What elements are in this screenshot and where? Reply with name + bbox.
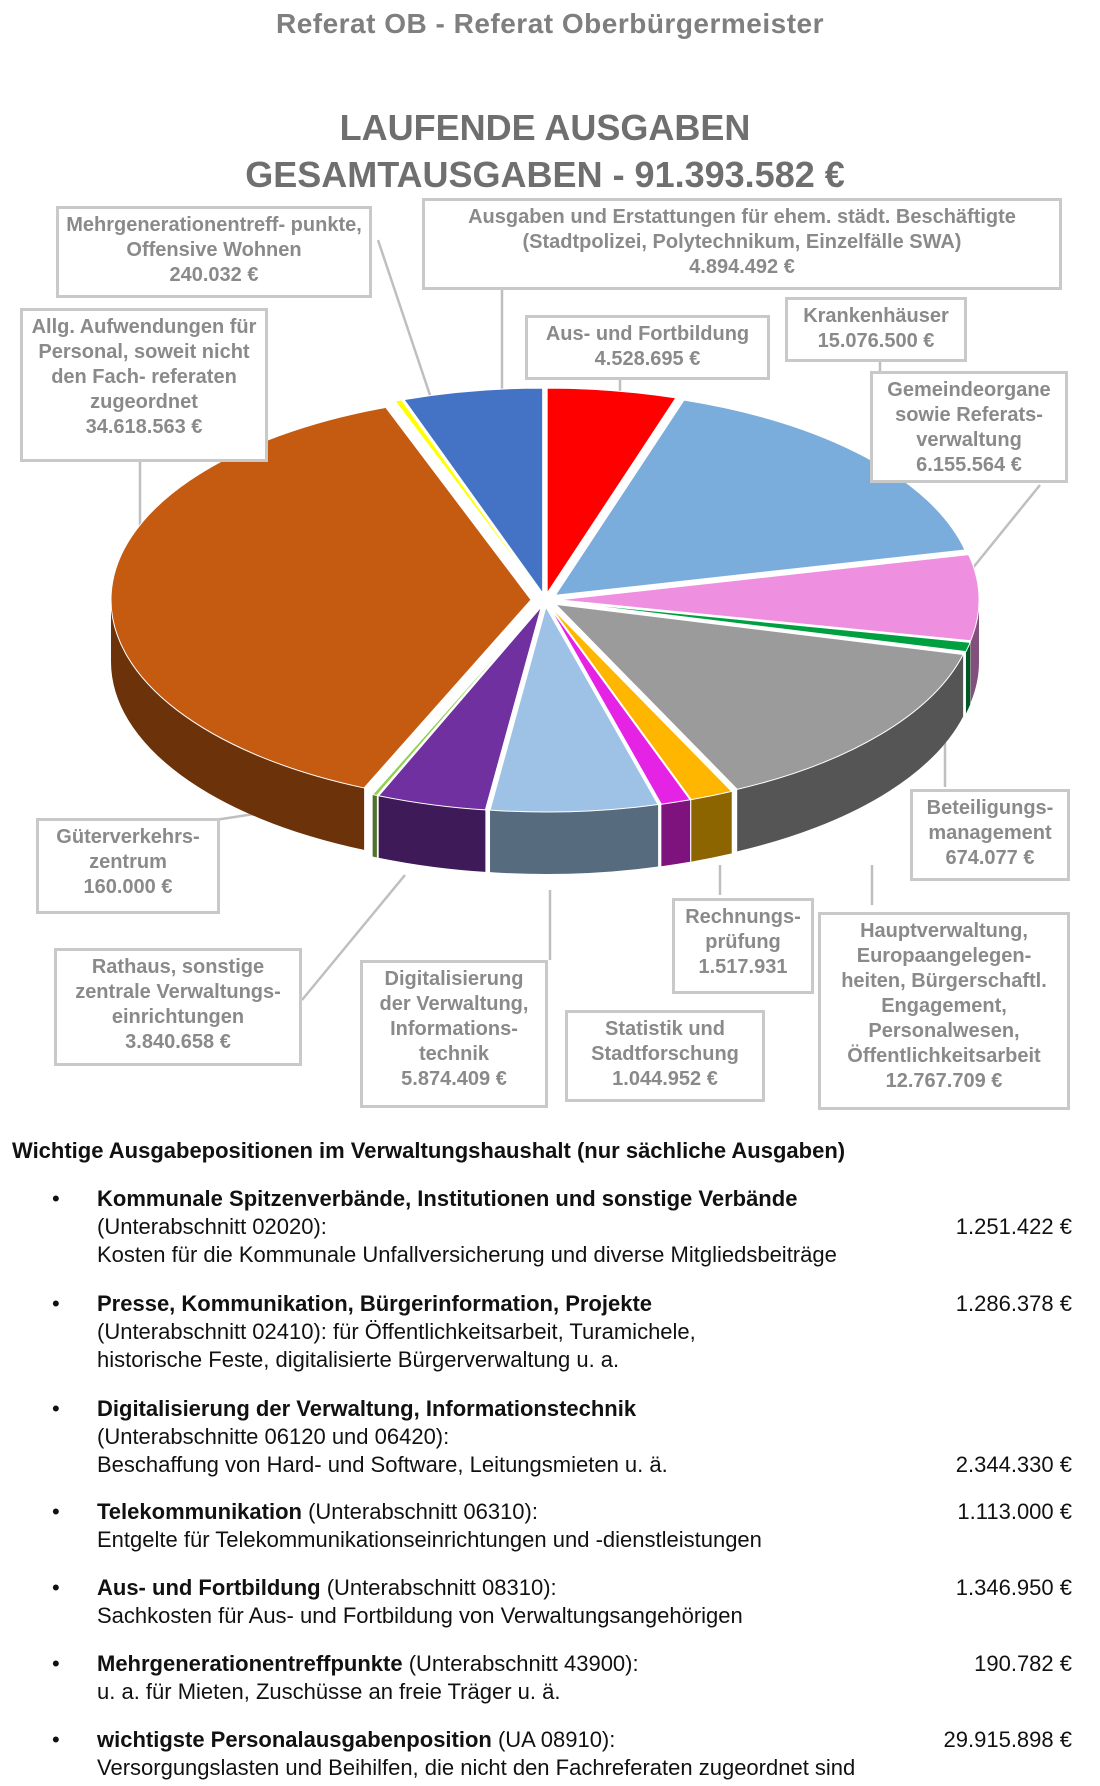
bullet: •: [52, 1396, 60, 1421]
pie-slice-side: [373, 795, 377, 858]
label-beteiligungsmanagement: Beteiligungs- management 674.077 €: [910, 789, 1070, 881]
item-title: Aus- und Fortbildung: [97, 1575, 321, 1600]
pie-slice-side: [490, 805, 658, 874]
label-ehem-beschaeftigte: Ausgaben und Erstattungen für ehem. städt. Beschäftigte (Stadtpolizei, Polytechnikum, Einzelfälle SWA) 4.894.492 €: [422, 198, 1062, 290]
item-amount: 1.286.378 €: [955, 1291, 1072, 1316]
item-subtitle: (UA 08910):: [491, 1727, 616, 1752]
label-rathaus: Rathaus, sonstige zentrale Verwaltungs- einrichtungen 3.840.658 €: [54, 948, 302, 1066]
pie-slice-side: [661, 800, 690, 866]
label-hauptverwaltung: Hauptverwaltung, Europaangelegen- heiten, Bürgerschaftl. Engagement, Personalwesen, Öffentlichkeitsarbeit 12.767.709 €: [818, 912, 1070, 1110]
item-amount: 29.915.898 €: [943, 1727, 1072, 1752]
item-line2: u. a. für Mieten, Zuschüsse an freie Träger u. ä.: [97, 1679, 561, 1704]
bullet: •: [52, 1575, 60, 1600]
label-aus-und-fortbildung: Aus- und Fortbildung 4.528.695 €: [525, 315, 770, 380]
chart-title-line2: GESAMTAUSGABEN - 91.393.582 €: [245, 154, 845, 195]
item-subtitle: (Unterabschnitt 06310):: [301, 1499, 538, 1524]
item-line3: Beschaffung von Hard- und Software, Leitungsmieten u. ä.: [97, 1452, 668, 1477]
item-title: Kommunale Spitzenverbände, Institutionen und sonstige Verbände: [97, 1186, 798, 1211]
item-line2: Versorgungslasten und Beihilfen, die nicht den Fachreferaten zugeordnet sind: [97, 1755, 856, 1780]
page-header: Referat OB - Referat Oberbürgermeister: [275, 8, 825, 39]
item-amount: 2.344.330 €: [955, 1452, 1072, 1477]
section-title: Wichtige Ausgabepositionen im Verwaltungshaushalt (nur sächliche Ausgaben): [12, 1138, 846, 1163]
item-title: wichtigste Personalausgabenposition: [97, 1727, 492, 1752]
chart-title-line1: LAUFENDE AUSGABEN: [339, 107, 751, 148]
item-amount: 1.346.950 €: [955, 1575, 1072, 1600]
label-rechnungspruefung: Rechnungs- prüfung 1.517.931: [672, 898, 814, 994]
item-line3: Kosten für die Kommunale Unfallversicherung und diverse Mitgliedsbeiträge: [97, 1242, 837, 1267]
item-amount: 1.113.000 €: [957, 1499, 1072, 1524]
label-digitalisierung: Digitalisierung der Verwaltung, Informations- technik 5.874.409 €: [360, 960, 548, 1108]
item-line2: Entgelte für Telekommunikationseinrichtungen und -dienstleistungen: [97, 1527, 762, 1552]
item-subtitle: (Unterabschnitt 08310):: [320, 1575, 557, 1600]
item-subtitle: (Unterabschnitt 43900):: [402, 1651, 639, 1676]
item-amount: 190.782 €: [974, 1651, 1072, 1676]
item-amount: 1.251.422 €: [955, 1214, 1072, 1239]
pie-slice-side: [691, 791, 731, 861]
label-krankenhaeuser: Krankenhäuser 15.076.500 €: [785, 297, 967, 362]
label-allg-aufwendungen: Allg. Aufwendungen für Personal, soweit nicht den Fach- referaten zugeordnet 34.618.563 €: [20, 308, 268, 462]
label-statistik: Statistik und Stadtforschung 1.044.952 €: [565, 1010, 765, 1102]
bullet: •: [52, 1651, 60, 1676]
bullet: •: [52, 1727, 60, 1752]
item-line2: (Unterabschnitte 06120 und 06420):: [97, 1424, 450, 1449]
item-line2: (Unterabschnitt 02410): für Öffentlichkeitsarbeit, Turamichele,: [97, 1319, 696, 1344]
item-line2: (Unterabschnitt 02020):: [97, 1214, 327, 1239]
label-mehrgenerationen: Mehrgenerationentreff- punkte, Offensive Wohnen 240.032 €: [56, 206, 372, 298]
item-title: Digitalisierung der Verwaltung, Informationstechnik: [97, 1396, 637, 1421]
label-gemeindeorgane: Gemeindeorgane sowie Referats- verwaltung 6.155.564 €: [870, 371, 1068, 483]
bullet: •: [52, 1499, 60, 1524]
item-line3: historische Feste, digitalisierte Bürgerverwaltung u. a.: [97, 1347, 620, 1372]
item-title: Presse, Kommunikation, Bürgerinformation, Projekte: [97, 1291, 653, 1316]
label-gueterverkehrszentrum: Güterverkehrs- zentrum 160.000 €: [36, 818, 220, 914]
item-title: Telekommunikation: [97, 1499, 302, 1524]
pie-slice-side: [966, 642, 970, 713]
item-title: Mehrgenerationentreffpunkte: [97, 1651, 403, 1676]
bullet: •: [52, 1186, 60, 1211]
bullet: •: [52, 1291, 60, 1316]
item-line2: Sachkosten für Aus- und Fortbildung von Verwaltungsangehörigen: [97, 1603, 743, 1628]
